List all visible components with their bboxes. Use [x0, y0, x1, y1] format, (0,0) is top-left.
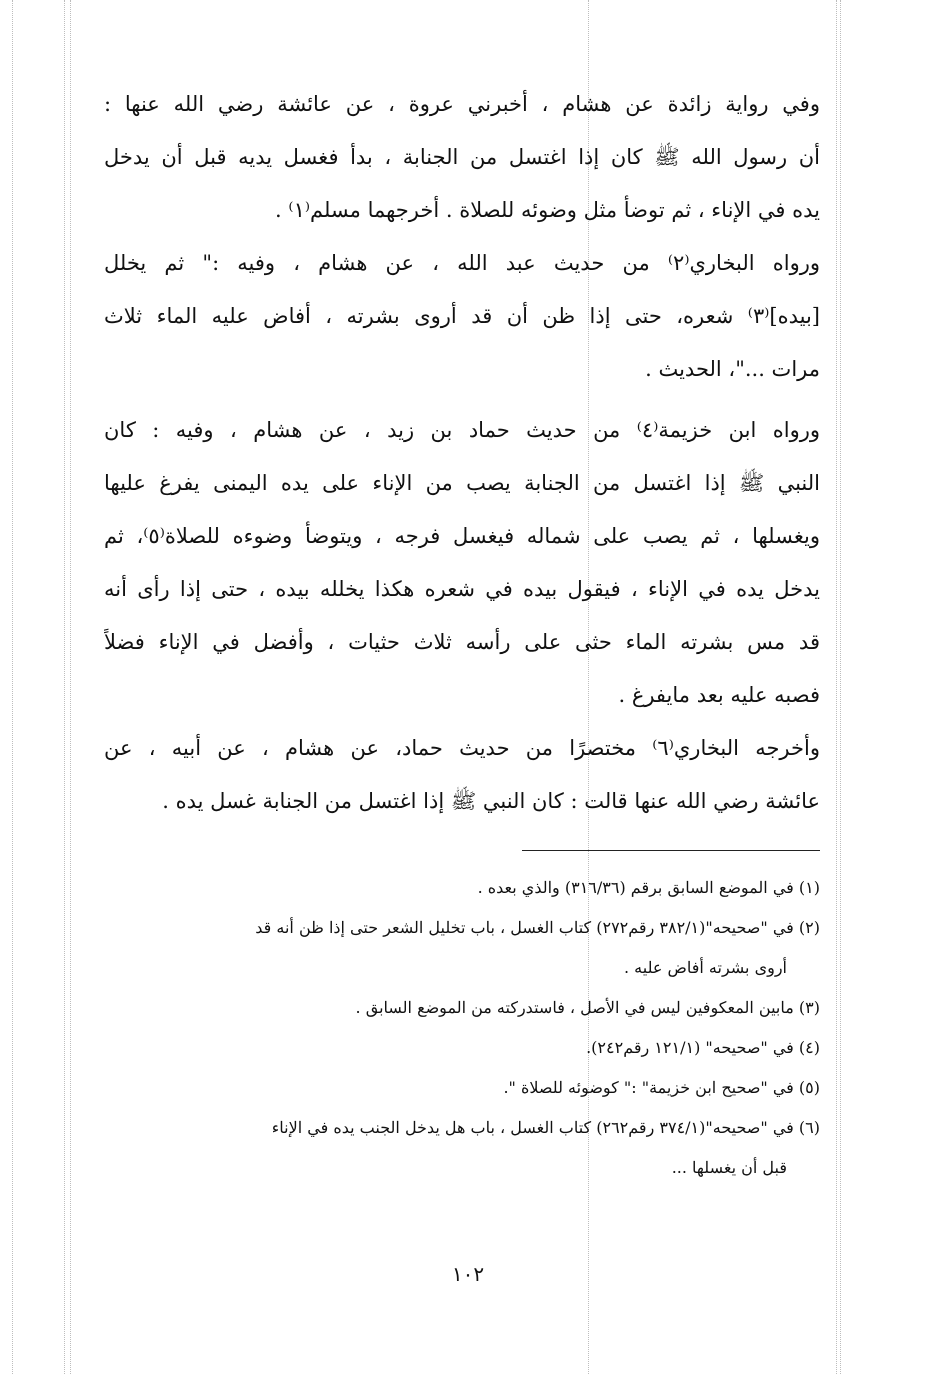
footnote: (٣) مابين المعكوفين ليس في الأصل ، فاستدركته من الموضع السابق . [355, 998, 820, 1017]
scan-guide-line [12, 0, 13, 1374]
footnote: (٢) في "صحيحه"(٣٨٢/١ رقم٢٧٢) كتاب الغسل ، باب تخليل الشعر حتى إذا ظن أنه قد [255, 918, 820, 937]
footnote: (١) في الموضع السابق برقم (٣١٦/٣٦) والذي بعده . [477, 878, 820, 897]
text-line: وفي رواية زائدة عن هشام ، أخبرني عروة ، عن عائشة رضي الله عنها : [104, 92, 820, 116]
text-line: يدخل يده في الإناء ، فيقول بيده في شعره هكذا يخلله بيده ، حتى إذا رأى أنه [104, 577, 820, 601]
scan-guide-line [64, 0, 65, 1374]
scan-guide-line [836, 0, 837, 1374]
text-line: ويغسلها ، ثم يصب على شماله فيغسل فرجه ، ويتوضأ وضوءه للصلاة⁽٥⁾، ثم [104, 524, 820, 548]
text-line: يده في الإناء ، ثم توضأ مثل وضوئه للصلاة . أخرجهما مسلم⁽١⁾ . [275, 198, 820, 222]
text-line: أن رسول الله ﷺ كان إذا اغتسل من الجنابة ، بدأ فغسل يديه قبل أن يدخل [104, 145, 820, 169]
main-text [104, 78, 820, 828]
text-line: عائشة رضي الله عنها قالت : كان النبي ﷺ إذا اغتسل من الجنابة غسل يده . [162, 789, 820, 813]
footnote-separator [522, 850, 820, 851]
scan-guide-line [840, 0, 841, 1374]
footnotes [104, 868, 820, 1188]
text-line: فصبه عليه بعد مايفرغ . [618, 683, 820, 707]
text-line: مرات ..."، الحديث . [645, 357, 820, 381]
footnote: (٦) في "صحيحه"(٣٧٤/١ رقم٢٦٢) كتاب الغسل ، باب هل يدخل الجنب يده في الإناء [271, 1118, 820, 1137]
text-line: ورواه البخاري⁽٢⁾ من حديث عبد الله ، عن هشام ، وفيه :" ثم يخلل [104, 251, 820, 275]
page-number: ١٠٢ [451, 1262, 485, 1286]
text-line: وأخرجه البخاري⁽٦⁾ مختصرًا من حديث حماد، عن هشام ، عن أبيه ، عن [104, 736, 820, 760]
scan-guide-line [70, 0, 71, 1374]
footnote-continuation: قبل أن يغسلها ... [671, 1158, 787, 1177]
footnote: (٤) في "صحيحه" (١٢١/١ رقم٢٤٢). [586, 1038, 820, 1057]
text-line: ورواه ابن خزيمة⁽٤⁾ من حديث حماد بن زيد ، عن هشام ، وفيه : كان [104, 418, 820, 442]
text-line: النبي ﷺ إذا اغتسل من الجنابة يصب من الإناء على يده اليمنى يفرغ عليها [104, 471, 820, 495]
text-line: قد مس بشرته الماء حثى على رأسه ثلاث حثيات ، وأفضل في الإناء فضلاً [104, 630, 820, 654]
footnote: (٥) في "صحيح ابن خزيمة" :" كوضوئه للصلاة ". [503, 1078, 820, 1097]
footnote-continuation: أروى بشرته أفاض عليه . [624, 958, 787, 977]
text-line: [بيده]⁽٣⁾ شعره، حتى إذا ظن أن قد أروى بشرته ، أفاض عليه الماء ثلاث [104, 304, 820, 328]
